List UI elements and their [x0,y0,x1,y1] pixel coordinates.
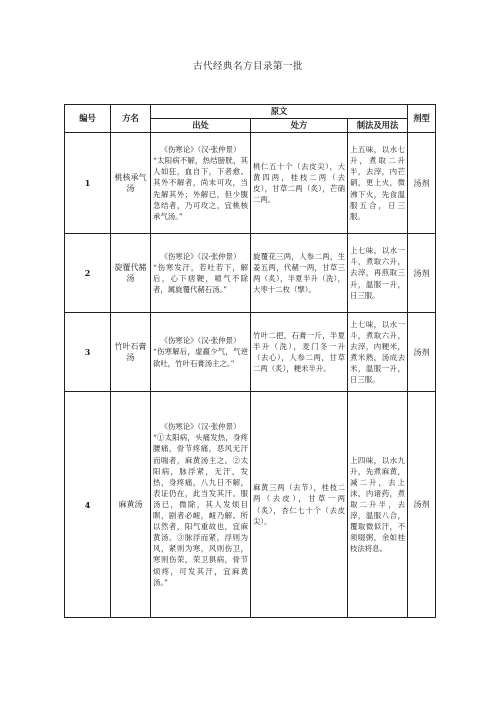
formula-catalog-table [64,104,436,618]
prescription-text: 桃仁五十个（去皮尖），大黄四两，桂枝二两（去皮），甘草二两（炙），芒硝二两。 [251,133,348,234]
header-prescription: 处方 [251,119,348,133]
header-preparation: 制法及用法 [348,119,408,133]
header-original-text: 原文 [151,105,408,119]
row-number: 3 [65,313,111,392]
prescription-text: 麻黄三两（去节），桂枝二两（去皮），甘草一两（炙），杏仁七十个（去皮尖）。 [251,392,348,618]
dosage-form: 汤剂 [408,392,436,618]
formula-name: 麻黄汤 [111,392,151,618]
preparation-text: 上四味，以水九升，先煮麻黄，减二升，去上沫，内诸药，煮取二升半，去滓，温服八合，覆取微似汗，不须啜粥，余如桂枝法将息。 [348,392,408,618]
source-text [151,234,251,313]
source-text [151,313,251,392]
table-header-row [65,105,436,119]
source-text [151,133,251,234]
prescription-text: 竹叶二把，石膏一斤，半夏半升（洗），麦门冬一升（去心），人参二两，甘草二两（炙），粳米半升。 [251,313,348,392]
source-book: 《伤寒论》（汉·张仲景） [160,145,241,155]
source-book: 《伤寒论》（汉·张仲景） [160,251,241,261]
dosage-form: 汤剂 [408,234,436,313]
formula-name: 旋覆代赭汤 [111,234,151,313]
table-row [65,313,436,392]
source-quote: “伤寒解后，虚羸少气，气逆欲吐，竹叶石膏汤主之。” [153,347,248,368]
dosage-form: 汤剂 [408,313,436,392]
source-quote: “①太阳病，头痛发热，身疼腰痛，骨节疼痛，恶风无汗而喘者，麻黄汤主之。②太阳病，脉浮紧，无汗，发热，身疼痛，八九日不解，表证仍在，此当发其汗。服汤已，微除，其人发烦目瞑，剧者必衄，衄乃解。所以然者，阳气重故也，宜麻黄汤。③脉浮而紧，浮则为风，紧则为寒，风则伤卫，寒则伤荣，荣卫俱病，骨节烦疼，可发其汗，宜麻黄汤。” [153,433,248,587]
table-row [65,133,436,234]
row-number: 1 [65,133,111,234]
header-number: 编号 [65,105,111,133]
header-name: 方名 [111,105,151,133]
source-text [151,392,251,618]
table-row [65,392,436,618]
dosage-form: 汤剂 [408,133,436,234]
formula-name: 竹叶石膏汤 [111,313,151,392]
page-title: 古代经典名方目录第一批 [192,61,303,72]
formula-name: 桃核承气汤 [111,133,151,234]
preparation-text: 上五味，以水七升，煮取二升半，去滓，内芒硝，更上火，微沸下火，先食温服五合，日三服。 [348,133,408,234]
source-quote: “伤寒发汗，若吐若下，解后，心下痞鞕，噫气不除者，属旋覆代赭石汤。” [153,262,248,295]
preparation-text: 上七味，以水一斗，煮取六升，去滓，内粳米，煮米熟，汤成去米，温服一升，日三服。 [348,313,408,392]
header-source: 出处 [151,119,251,133]
source-quote: “太阳病不解，热结膀胱，其人如狂，血自下，下者愈。其外不解者，尚未可攻，当先解其外；外解已，但少腹急结者，乃可攻之，宜桃核承气汤。” [153,156,248,221]
header-dosage-form: 剂型 [408,105,436,133]
row-number: 2 [65,234,111,313]
table-row [65,234,436,313]
row-number: 4 [65,392,111,618]
preparation-text: 上七味，以水一斗，煮取六升，去滓，再煎取三升，温服一升，日三服。 [348,234,408,313]
source-book: 《伤寒论》（汉·张仲景） [160,422,241,432]
source-book: 《伤寒论》（汉·张仲景） [160,336,241,346]
prescription-text: 旋覆花三两，人参二两，生姜五两，代赭一两，甘草三两（炙），半夏半升（洗），大枣十二枚（擘）。 [251,234,348,313]
